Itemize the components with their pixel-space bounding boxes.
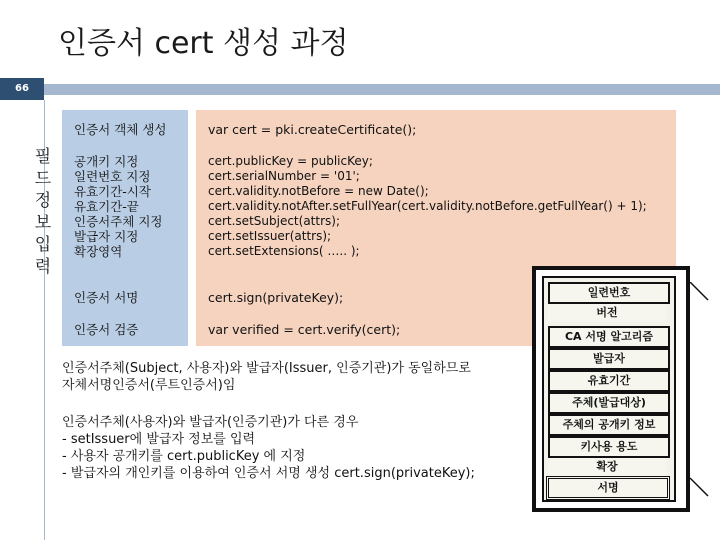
side-label-char: 드 xyxy=(34,169,52,189)
cert-field-ca-sig-alg: CA 서명 알고리즘 xyxy=(548,326,670,348)
note-line: 인증서주체(사용자)와 발급자(인증기관)가 다른 경우 xyxy=(62,415,359,430)
note-line: - 사용자 공개키를 cert.publicKey 에 지정 xyxy=(62,449,306,464)
side-label-char: 보 xyxy=(34,213,52,233)
code-line: cert.validity.notBefore = new Date(); xyxy=(208,184,429,198)
slide-title: 인증서 cert 생성 과정 xyxy=(58,26,349,61)
field-label: 인증서주체 지정 xyxy=(74,214,163,229)
cert-field-subject-pubkey: 주체의 공개키 정보 xyxy=(548,414,670,436)
cert-field-key-usage: 키사용 용도 xyxy=(548,436,670,458)
code-line: cert.setSubject(attrs); xyxy=(208,214,340,228)
cert-field-version: 버전 xyxy=(548,304,666,322)
field-label: 일련번호 지정 xyxy=(74,169,151,184)
cert-signature-field: 서명 xyxy=(546,476,670,500)
code-line: cert.setExtensions( ….. ); xyxy=(208,244,360,258)
certificate-structure-figure xyxy=(532,266,690,512)
field-label: 확장영역 xyxy=(74,244,123,259)
code-line: cert.publicKey = publicKey; xyxy=(208,154,373,168)
field-label: 공개키 지정 xyxy=(74,154,139,169)
code-line: cert.setIssuer(attrs); xyxy=(208,229,332,243)
cert-field-validity: 유효기간 xyxy=(548,370,670,392)
cert-field-extensions: 확장 xyxy=(548,458,666,476)
note-line: 자체서명인증서(루트인증서)임 xyxy=(62,378,236,393)
note-line: 인증서주체(Subject, 사용자)와 발급자(Issuer, 인증기관)가 동일하므로 xyxy=(62,361,471,376)
side-label-char: 입 xyxy=(34,235,52,255)
step-verify-code: var verified = cert.verify(cert); xyxy=(208,322,401,337)
different-issuer-note xyxy=(62,414,475,482)
side-label-char: 력 xyxy=(34,257,52,277)
note-line: - setIssuer에 발급자 정보를 입력 xyxy=(62,432,256,447)
side-label-char: 필 xyxy=(34,147,52,167)
step-create-label: 인증서 객체 생성 xyxy=(74,122,167,137)
field-label: 유효기간-시작 xyxy=(74,184,151,199)
code-line: cert.validity.notAfter.setFullYear(cert.validity.notBefore.getFullYear() + 1); xyxy=(208,199,647,213)
self-signed-note xyxy=(62,360,471,394)
slide-number: 66 xyxy=(0,78,44,100)
field-label: 유효기간-끝 xyxy=(74,199,139,214)
field-input-side-label xyxy=(30,146,56,278)
certificate-tbs-area xyxy=(542,276,676,502)
side-label-char: 정 xyxy=(34,191,52,211)
step-sign-code: cert.sign(privateKey); xyxy=(208,290,344,305)
cert-field-subject: 주체(발급대상) xyxy=(548,392,670,414)
step-fields-code xyxy=(208,154,647,259)
step-create-code: var cert = pki.createCertificate(); xyxy=(208,122,417,137)
note-line: - 발급자의 개인키를 이용하여 인증서 서명 생성 cert.sign(privateKey); xyxy=(62,466,475,481)
code-line: cert.serialNumber = '01'; xyxy=(208,169,360,183)
step-verify-label: 인증서 검증 xyxy=(74,322,139,337)
cert-field-issuer: 발급자 xyxy=(548,348,670,370)
step-sign-label: 인증서 서명 xyxy=(74,290,139,305)
cert-field-serial: 일련번호 xyxy=(548,282,670,304)
certificate-bracket-lines xyxy=(690,282,716,512)
field-label: 발급자 지정 xyxy=(74,229,139,244)
title-divider-bar xyxy=(44,84,720,95)
step-fields-labels xyxy=(74,154,163,259)
